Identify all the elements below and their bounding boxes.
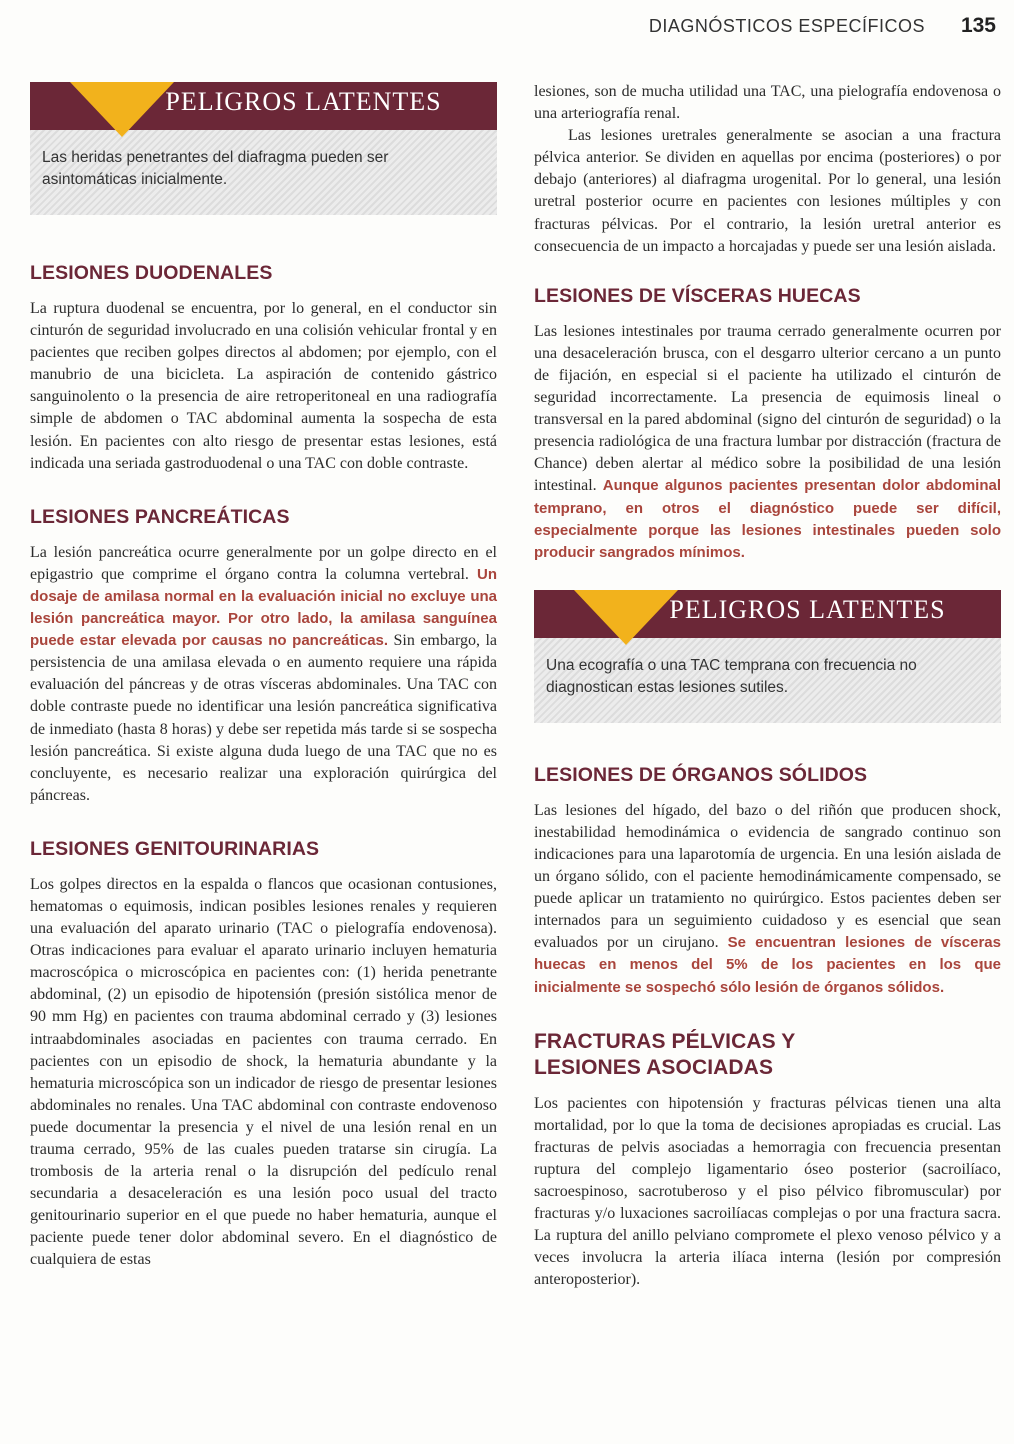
continuation-paragraph: lesiones, son de mucha utilidad una TAC, una pielografía endovenosa o una arteriografía renal. bbox=[534, 83, 1001, 123]
section-heading-hollow-viscera: LESIONES DE VÍSCERAS HUECAS bbox=[534, 284, 861, 307]
pitfall-header bbox=[30, 82, 497, 130]
right-column bbox=[534, 81, 1001, 1291]
solid-organs-text: Las lesiones del hígado, del bazo o del riñón que producen shock, inestabilidad hemodinámica o evidencia de sangrado continuo son indicaciones para una laparotomía de urgencia. En una lesión aislada de un órgano sólido, con el paciente hemodinámicamente compensado, se puede aplicar un tratamiento no quirúrgico. Estos pacientes deben ser internados para un seguimiento cuidadoso y es esencial que sean evaluados por un cirujano. bbox=[534, 801, 1001, 952]
section-heading-solid-organs: LESIONES DE ÓRGANOS SÓLIDOS bbox=[534, 763, 868, 786]
duodenal-paragraph: La ruptura duodenal se encuentra, por lo general, en el conductor sin cinturón de seguridad involucrado en una colisión vehicular frontal y en pacientes que reciben golpes directos al abdomen; por ejemplo, con el manubrio de una bicicleta. La aspiración de contenido gástrico sanguinolento o la presencia de aire retroperitoneal en una radiografía simple de abdomen o TAC abdominal aumenta la sospecha de esta lesión. En pacientes con alto riesgo de presentar estas lesiones, está indicada una seriada gastroduodenal o una TAC con doble contraste. bbox=[30, 300, 497, 472]
section-heading-genitourinary: LESIONES GENITOURINARIAS bbox=[30, 837, 320, 860]
running-header bbox=[520, 14, 996, 38]
section-heading-duodenal: LESIONES DUODENALES bbox=[30, 262, 273, 284]
section-heading-pancreatic: LESIONES PANCREÁTICAS bbox=[30, 505, 290, 528]
hollow-viscera-paragraph bbox=[534, 321, 1001, 564]
pitfall-title: PELIGROS LATENTES bbox=[165, 87, 442, 116]
hollow-viscera-text: Las lesiones intestinales por trauma cerrado generalmente ocurren por una desaceleración brusca, con el desgarro ulterior cercano a un punto de fijación, en especial si el paciente ha utilizado el cinturón de seguridad incorrectamente. La presencia de equimosis lineal o transversal en la pared abdominal (signo del cinturón de seguridad) o la presencia radiológica de una fractura lumbar por distracción (fractura de Chance) deben alertar al médico sobre la posibilidad de una lesión intestinal. bbox=[534, 322, 1001, 495]
page-number: 135 bbox=[960, 14, 996, 37]
solid-organs-emphasis: Se encuentran lesiones de vísceras huecas en menos del 5% de los pacientes en los que inicialmente se sospechó sólo lesión de órganos sólidos. bbox=[534, 934, 1001, 996]
pitfall-text-2: Una ecografía o una TAC temprana con frecuencia no diagnostican estas lesiones sutiles. bbox=[546, 656, 917, 696]
pancreatic-text-before: La lesión pancreática ocurre generalmente por un golpe directo en el epigastrio que comprime el órgano contra la columna vertebral. bbox=[30, 543, 497, 583]
pitfall-box bbox=[30, 82, 497, 215]
pancreatic-emphasis: Un dosaje de amilasa normal en la evaluación inicial no excluye una lesión pancreática mayor. Por otro lado, la amilasa sanguínea puede estar elevada por causas no pancreáticas. bbox=[30, 565, 497, 650]
section-title: DIAGNÓSTICOS ESPECÍFICOS bbox=[648, 16, 925, 36]
pitfall-title-2: PELIGROS LATENTES bbox=[669, 594, 946, 624]
pancreatic-text-after: Sin embargo, la persistencia de una amilasa elevada o en aumento requiere una rápida evaluación del páncreas y de otras vísceras abdominales. Una TAC con doble contraste puede no identificar una lesión pancreática significativa de inmediato (hasta 8 horas) y debe ser repetida más tarde si se sospecha lesión pancreática. Si existe alguna duda luego de una TAC que no es concluyente, es necesario realizar una exploración quirúrgica del páncreas. bbox=[30, 632, 497, 804]
genitourinary-paragraph: Los golpes directos en la espalda o flancos que ocasionan contusiones, hematomas o equimosis, indican posibles lesiones renales y requieren una evaluación del aparato urinario (TAC o pielografía endovenosa). Otras indicaciones para evaluar el aparato urinario incluyen hematuria macroscópica o microscópica en pacientes con: (1) herida penetrante abdominal, (2) un episodio de hipotensión (presión sistólica menor de 90 mm Hg) en pacientes con trauma abdominal cerrado y (3) lesiones intraabdominales asociadas en pacientes con trauma cerrado. En pacientes con un episodio de shock, la hematuria abundante y la hematuria microscópica son un indicador de riesgo de presentar lesiones abdominales no renales. Una TAC abdominal con contraste endovenoso puede documentar la presencia y el nivel de una lesión renal en un trauma cerrado, 95% de las cuales pueden tratarse sin cirugía. La trombosis de la arteria renal o la disrupción del pedículo renal secundaria a desaceleración es una lesión poco usual del tracto genitourinario superior en el que puede no haber hematuria, aunque el paciente puede tener dolor abdominal severo. En el diagnóstico de cualquiera de estas bbox=[30, 875, 497, 1269]
pancreatic-paragraph bbox=[30, 542, 497, 807]
pitfall-text: Las heridas penetrantes del diafragma pueden ser asintomáticas inicialmente. bbox=[42, 149, 389, 188]
urethral-paragraph: Las lesiones uretrales generalmente se asocian a una fractura pélvica anterior. Se dividen en aquellas por encima (posteriores) o por debajo (anteriores) al diafragma urogenital. Por lo general, una lesión uretral posterior ocurre en pacientes con lesiones múltiples y con fracturas pélvicas. Por el contrario, la lesión uretral anterior es consecuencia de un impacto a horcajadas y puede ser una lesión aislada. bbox=[534, 127, 1001, 255]
hollow-viscera-emphasis: Aunque algunos pacientes presentan dolor abdominal temprano, en otros el diagnóstico puede ser difícil, especialmente porque las lesiones intestinales pueden solo producir sangrados mínimos. bbox=[534, 477, 1002, 561]
pelvic-paragraph: Los pacientes con hipotensión y fracturas pélvicas tienen una alta mortalidad, por lo que la toma de decisiones apropiadas es crucial. Las fracturas de pelvis asociadas a hemorragia con frecuencia presentan ruptura del complejo ligamentario óseo posterior (sacroilíaco, sacroespinoso, sacrotuberoso y el piso pélvico fibromuscular) por fracturas y/o luxaciones sacroilíacas complejas o por una fractura sacra. La ruptura del anillo pelviano compromete el plexo venoso pélvico y a veces involucra la arteria ilíaca interna (lesión por compresión anteroposterior). bbox=[534, 1094, 1001, 1289]
section-heading-pelvic: FRACTURAS PÉLVICAS Y LESIONES ASOCIADAS bbox=[534, 1029, 796, 1079]
pitfall-box-2 bbox=[534, 590, 1001, 723]
solid-organs-paragraph bbox=[534, 800, 1001, 999]
left-column bbox=[30, 82, 497, 1272]
pitfall-header-2 bbox=[534, 590, 1001, 638]
